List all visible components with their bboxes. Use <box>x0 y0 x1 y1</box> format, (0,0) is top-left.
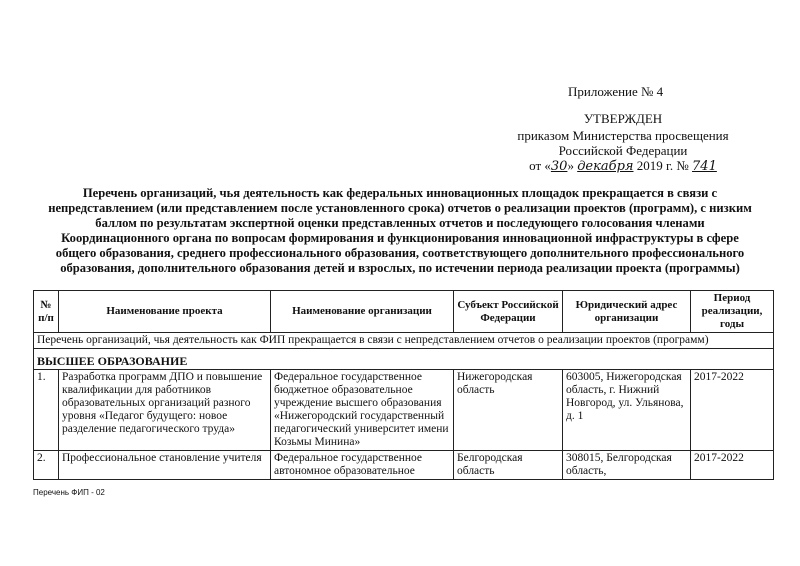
header-period: Период реализации, годы <box>691 291 774 333</box>
cell-organization: Федеральное государственное автономное образовательное <box>271 451 454 480</box>
cell-address: 308015, Белгородская область, <box>563 451 691 480</box>
header-number: № п/п <box>34 291 59 333</box>
handwritten-day: 30 <box>550 159 568 174</box>
cell-address: 603005, Нижегородская область, г. Нижний Новгород, ул. Ульянова, д. 1 <box>563 370 691 451</box>
handwritten-month: декабря <box>577 159 634 174</box>
cell-number: 1. <box>34 370 59 451</box>
table-subheading: Перечень организаций, чья деятельность как ФИП прекращается в связи с непредставлением отчетов о реализации проектов (программ) <box>34 333 774 349</box>
header-address: Юридический адрес организации <box>563 291 691 333</box>
document-title: Перечень организаций, чья деятельность как федеральных инновационных площадок прекращается в связи с непредставлением (или представлением после установленного срока) отчетов о реализации проектов (программ), с низким баллом по результатам экспертной оценки представленных отчетов и последующего голосования членами Координационного органа по вопросам формирования и функционирования инновационной инфраструктуры в сфере общего образования, среднего профессионального образования, соответствующего дополнительного профессионального образования, дополнительного образования детей и взрослых, по истечении периода реализации проекта (программы) <box>48 186 752 275</box>
cell-region: Белгородская область <box>454 451 563 480</box>
header-project: Наименование проекта <box>59 291 271 333</box>
table-row <box>34 451 774 480</box>
cell-project: Разработка программ ДПО и повышение квалификации для работников образовательных организаций разного уровня «Педагог будущего: новое разделение педагогического труда» <box>59 370 271 451</box>
cell-region: Нижегородская область <box>454 370 563 451</box>
cell-number: 2. <box>34 451 59 480</box>
cell-period: 2017-2022 <box>691 370 774 451</box>
cell-period: 2017-2022 <box>691 451 774 480</box>
header-organization: Наименование организации <box>271 291 454 333</box>
approval-heading: УТВЕРЖДЕН <box>583 111 663 126</box>
page-footer: Перечень ФИП - 02 <box>33 488 105 497</box>
table-row <box>34 370 774 451</box>
section-heading: ВЫСШЕЕ ОБРАЗОВАНИЕ <box>34 349 774 370</box>
cell-project: Профессиональное становление учителя <box>59 451 271 480</box>
header-region: Субъект Российской Федерации <box>454 291 563 333</box>
organizations-table <box>33 290 774 480</box>
approval-date <box>508 158 738 174</box>
approval-block <box>508 111 738 174</box>
date-prefix: от « <box>529 158 551 173</box>
approval-line1: приказом Министерства просвещения <box>517 128 729 143</box>
appendix-label: Приложение № 4 <box>568 84 664 99</box>
table-header-row <box>34 291 774 333</box>
cell-organization: Федеральное государственное бюджетное образовательное учреждение высшего образования «Нижегородский государственный педагогический университет имени Козьмы Минина» <box>271 370 454 451</box>
handwritten-number: 741 <box>692 159 717 174</box>
date-mid: » <box>567 158 574 173</box>
approval-line2: Российской Федерации <box>558 143 688 158</box>
date-year: 2019 г. № <box>636 158 689 173</box>
